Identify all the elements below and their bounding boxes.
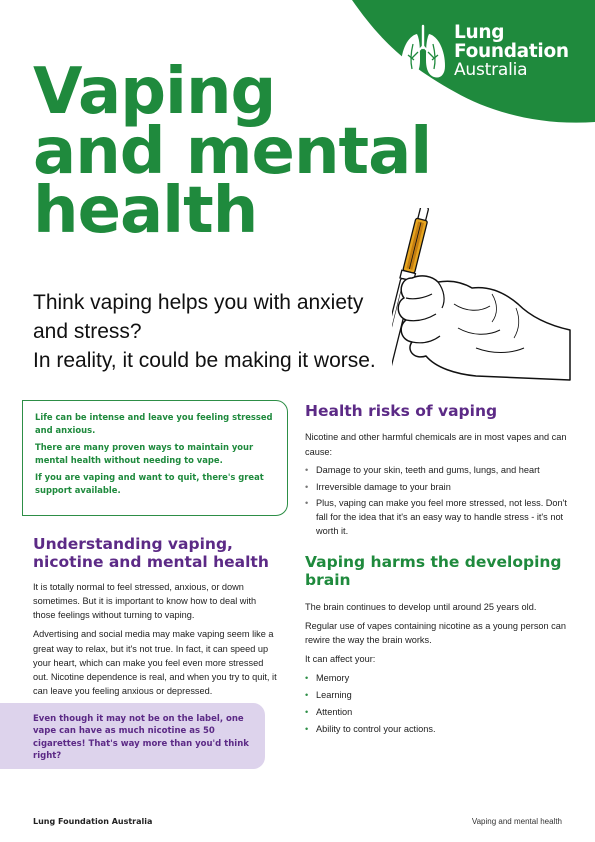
title-line: and mental — [33, 114, 432, 189]
callout-text: If you are vaping and want to quit, there's great support available. — [35, 472, 264, 496]
subtitle-line: In reality, it could be making it worse. — [33, 348, 376, 372]
developing-brain-heading: Vaping harms the developing brain — [305, 553, 562, 590]
developing-brain-section — [305, 553, 570, 741]
title-line: health — [33, 174, 258, 249]
logo-text-line-1: Lung — [454, 22, 505, 44]
list-item: • Damage to your skin, teeth and gums, lungs, and heart — [305, 464, 570, 478]
list-item: • Irreversible damage to your brain — [305, 481, 570, 495]
list-item: • Learning — [305, 689, 570, 703]
list-item: • Ability to control your actions. — [305, 723, 570, 737]
subtitle-line: Think vaping helps you with anxiety — [33, 291, 364, 314]
logo-text-line-3: Australia — [454, 60, 528, 81]
logo-text-line-2: Foundation — [454, 41, 569, 63]
footer-document-title: Vaping and mental health — [471, 817, 562, 826]
body-paragraph: The brain continues to develop until around 25 years old. — [305, 601, 537, 612]
subtitle-line: and stress? — [33, 319, 142, 343]
intro-callout — [22, 400, 288, 516]
health-risks-heading: Health risks of vaping — [305, 402, 498, 420]
list-item: • Plus, vaping can make you feel more stressed, not less. Don't fall for the idea that it's an easy way to handle stress - it's not worth it. — [305, 497, 570, 538]
health-risks-list — [305, 464, 570, 539]
body-paragraph: Regular use of vapes containing nicotine as a young person can rewire the way the brain works. — [305, 620, 566, 646]
understanding-heading: Understanding vaping, nicotine and mental health — [33, 535, 269, 572]
nicotine-fact-text: Even though it may not be on the label, one vape can have as much nicotine as 50 cigarettes! That's way more than you'd think right? — [33, 714, 249, 761]
list-item: • Memory — [305, 672, 570, 686]
hand-holding-vape-illustration — [392, 208, 572, 383]
body-paragraph: It can affect your: — [305, 654, 376, 665]
brain-effects-list — [305, 672, 570, 738]
callout-text: There are many proven ways to maintain your mental health without needing to vape. — [35, 442, 254, 465]
body-paragraph: Advertising and social media may make vaping seem like a great way to relax, but it's not true. In fact, it can speed up your heart, which can make you feel even more stressed out. Nicotine dependence is real, and when you try to quit, it can leave you feeling anxious or depressed. — [33, 629, 277, 697]
page-subtitle — [33, 289, 413, 375]
understanding-section — [33, 535, 278, 704]
health-risks-section — [305, 402, 570, 542]
callout-text: Life can be intense and leave you feeling stressed and anxious. — [35, 412, 273, 435]
health-risks-intro: Nicotine and other harmful chemicals are in most vapes and can cause: — [305, 432, 567, 457]
nicotine-fact-box — [0, 703, 265, 769]
list-item: • Attention — [305, 706, 570, 720]
title-line: Vaping — [33, 55, 276, 129]
body-paragraph: It is totally normal to feel stressed, anxious, or down sometimes. But it is important to know how to deal with those feelings without turning to vaping. — [33, 581, 257, 621]
footer-organisation: Lung Foundation Australia — [33, 817, 153, 826]
